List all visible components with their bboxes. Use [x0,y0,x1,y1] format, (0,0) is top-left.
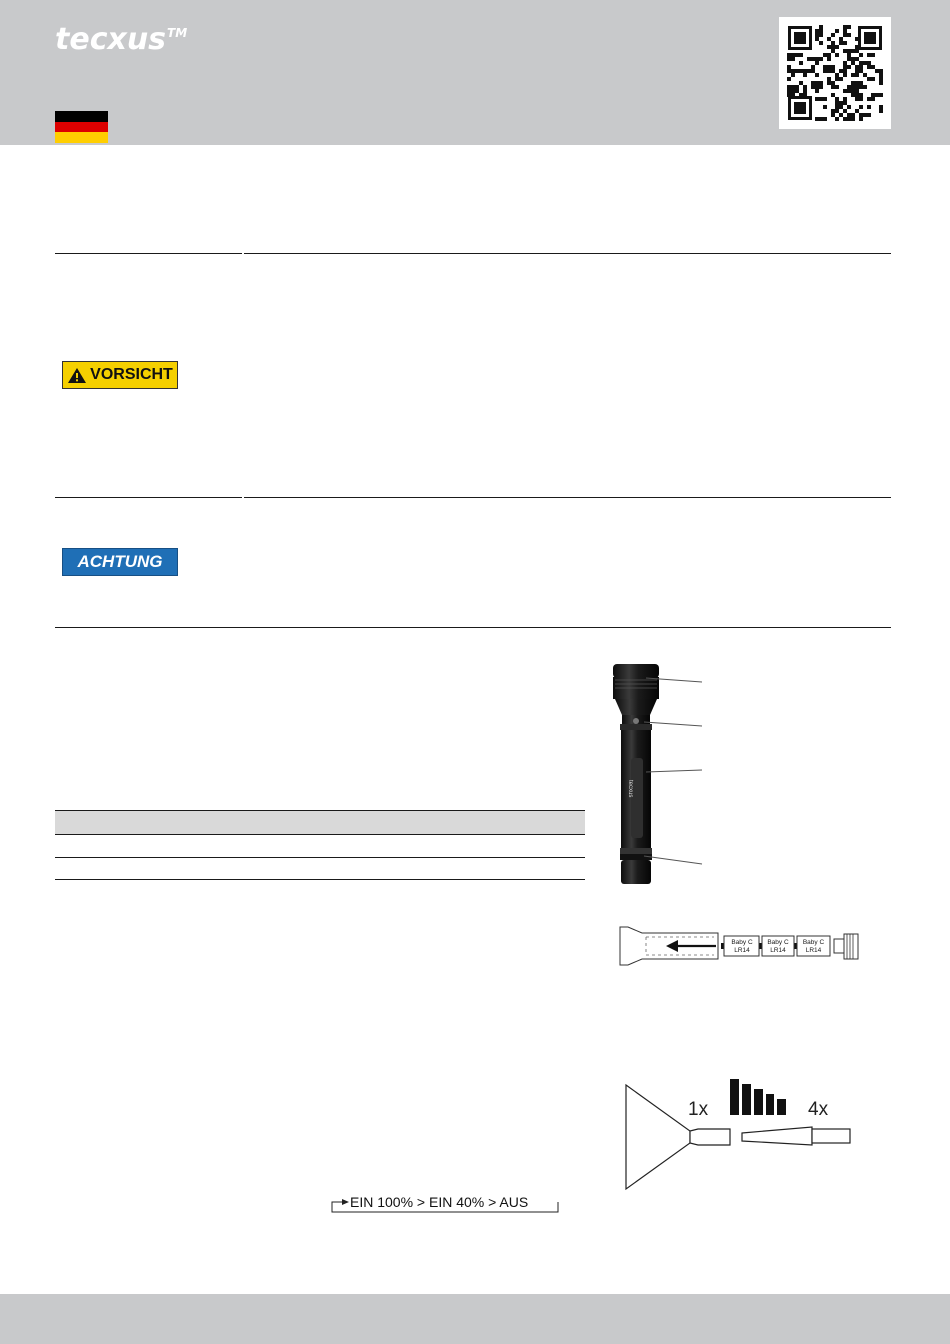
section-rule-right [244,497,891,498]
flashlight-brand-label: tecxus [627,780,633,798]
warning-triangle-icon [67,367,87,384]
table-header-row [55,811,585,834]
flashlight-image [600,660,720,890]
notice-badge [62,548,178,576]
notice-label: ACHTUNG [77,552,163,571]
footer-bar [0,1294,950,1344]
table-rule [55,857,585,858]
brand-logo: tecxus™ [55,22,188,57]
zoom-wide-label: 1x [688,1099,709,1120]
german-flag-icon [55,111,108,143]
section-rule-left [55,497,242,498]
section-rule-right [244,253,891,254]
zoom-narrow-label: 4x [808,1099,829,1120]
zoom-beam-diagram [620,1075,855,1193]
section-rule-full [55,627,891,628]
battery-label: Baby C LR14 [731,939,753,954]
caution-badge [62,361,178,389]
qr-code-icon[interactable] [779,17,891,129]
mode-sequence [330,1192,560,1216]
battery-insertion-diagram [618,923,868,969]
mode-sequence-text: EIN 100% > EIN 40% > AUS [350,1194,529,1210]
caution-label: VORSICHT [90,366,173,383]
table-bottom-rule [55,879,585,880]
header-bar [0,0,950,145]
battery-label: Baby C LR14 [802,939,825,954]
spec-table [55,810,585,880]
section-rule-left [55,253,242,254]
table-rule [55,834,585,835]
battery-label: Baby C LR14 [767,939,789,954]
